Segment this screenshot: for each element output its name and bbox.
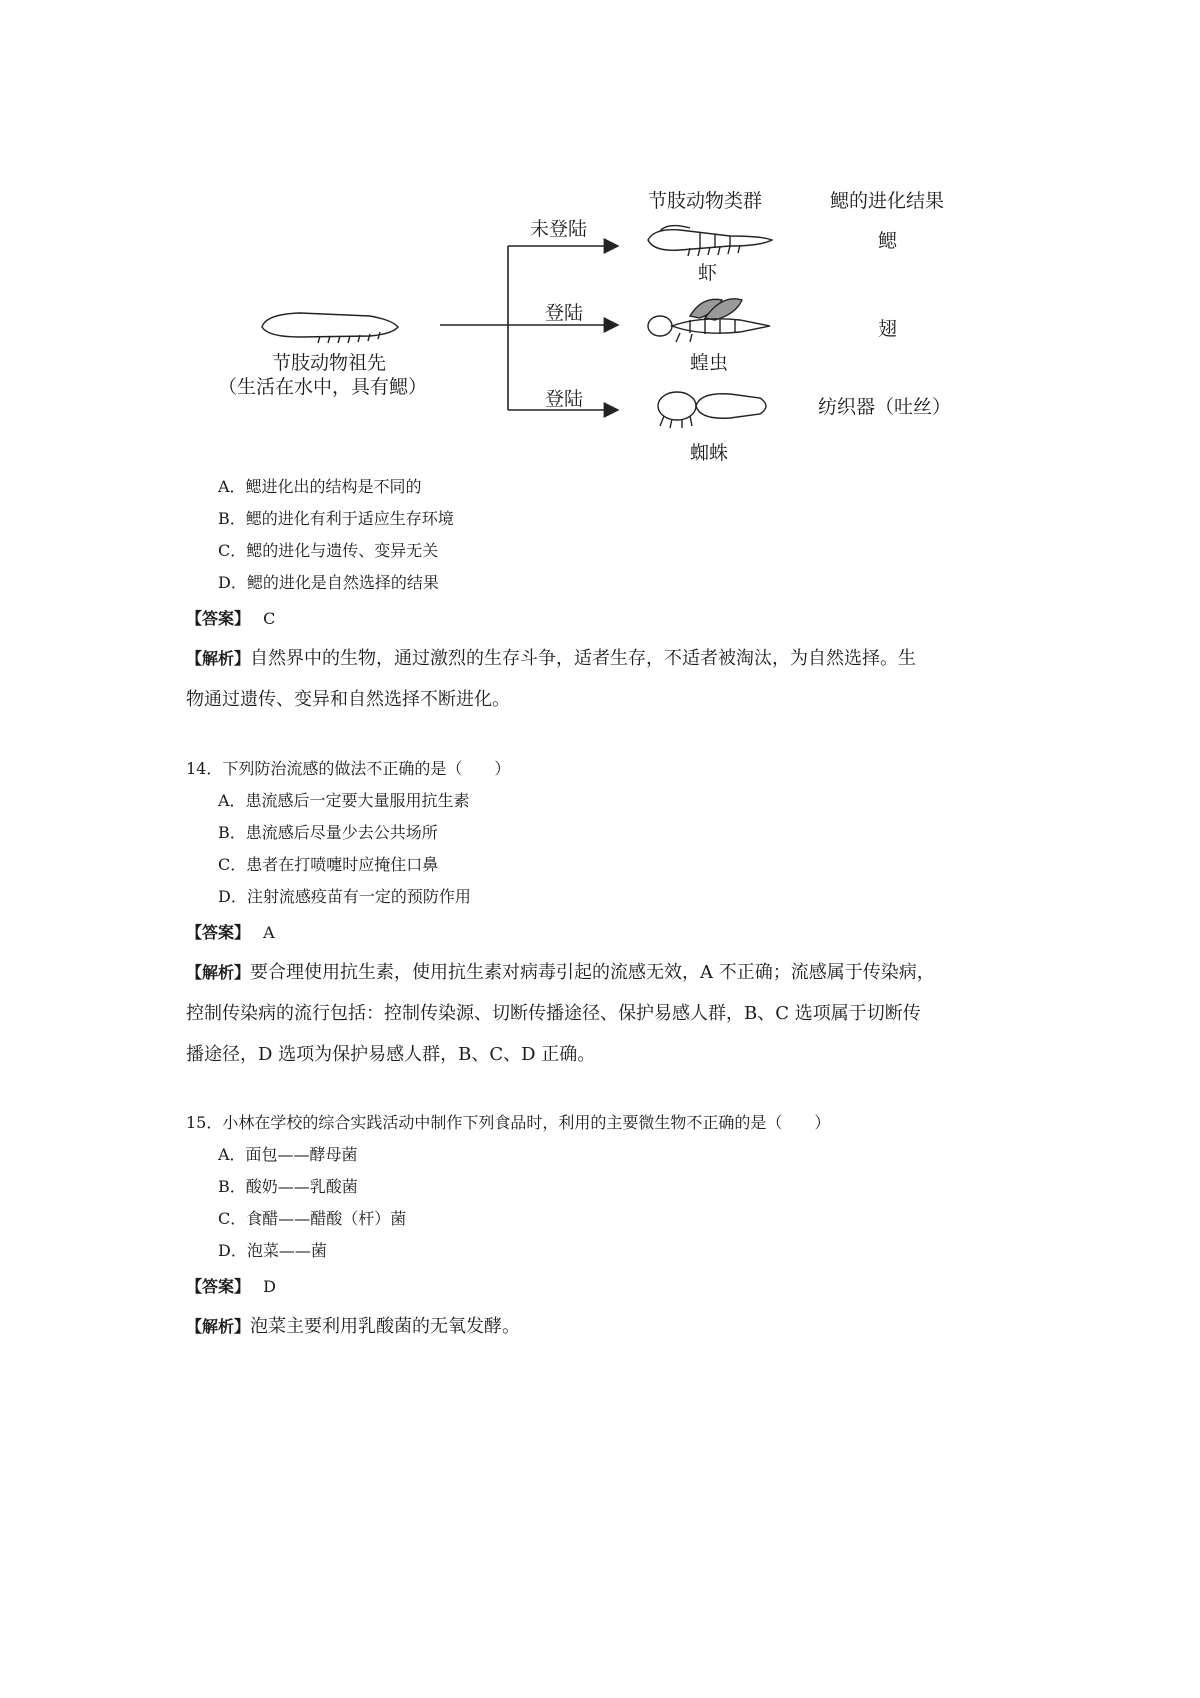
q14-analysis-line-1 xyxy=(186,958,935,984)
answer-tag: 【答案】 xyxy=(186,609,251,628)
analysis-tag: 【解析】 xyxy=(186,649,251,668)
shrimp-illustration xyxy=(648,226,772,256)
animal-locust-label: 蝗虫 xyxy=(690,352,729,374)
q13-option-a: A．鳃进化出的结构是不同的 xyxy=(218,477,422,496)
answer-tag: 【答案】 xyxy=(186,1277,251,1296)
ancestor-note: （生活在水中，具有鳃） xyxy=(218,376,428,398)
analysis-tag: 【解析】 xyxy=(186,1317,251,1336)
q14-option-c: C．患者在打喷嚏时应掩住口鼻 xyxy=(218,855,439,874)
q13-option-c: C．鳃的进化与遗传、变异无关 xyxy=(218,541,439,560)
q13-option-d: D．鳃的进化是自然选择的结果 xyxy=(218,573,439,592)
analysis-text: 要合理使用抗生素，使用抗生素对病毒引起的流感无效，A 不正确；流感属于传染病， xyxy=(250,962,935,983)
answer-tag: 【答案】 xyxy=(186,923,251,942)
animal-spider-label: 蜘蛛 xyxy=(690,442,729,464)
answer-value: D xyxy=(263,1277,276,1296)
q13-analysis-line-1 xyxy=(186,644,916,670)
q15-option-c: C．食醋——醋酸（杆）菌 xyxy=(218,1209,407,1228)
q14-answer xyxy=(186,920,275,943)
ancestor-label: 节肢动物祖先 xyxy=(272,352,387,374)
animal-shrimp-label: 虾 xyxy=(698,262,718,284)
analysis-tag: 【解析】 xyxy=(186,963,251,982)
q14-stem: 14．下列防治流感的做法不正确的是（ ） xyxy=(186,759,511,778)
q13-answer xyxy=(186,606,275,629)
q13-option-b: B．鳃的进化有利于适应生存环境 xyxy=(218,509,454,528)
q15-option-a: A．面包——酵母菌 xyxy=(218,1145,358,1164)
result-spinneret-label: 纺织器（吐丝） xyxy=(818,396,952,418)
q15-answer xyxy=(186,1274,276,1297)
result-wing-label: 翅 xyxy=(878,318,898,340)
arrow-label-bottom: 登陆 xyxy=(545,388,584,410)
q14-option-b: B．患流感后尽量少去公共场所 xyxy=(218,823,438,842)
answer-value: C xyxy=(263,609,276,628)
arrow-label-top: 未登陆 xyxy=(530,218,588,240)
q14-option-d: D．注射流感疫苗有一定的预防作用 xyxy=(218,887,471,906)
q14-option-a: A．患流感后一定要大量服用抗生素 xyxy=(218,791,470,810)
evolution-diagram xyxy=(0,0,1200,480)
arrow-label-middle: 登陆 xyxy=(545,302,584,324)
header-groups: 节肢动物类群 xyxy=(648,190,763,212)
q14-analysis-line-2: 控制传染病的流行包括：控制传染源、切断传播途径、保护易感人群，B、C 选项属于切断传 xyxy=(186,1003,921,1024)
q15-option-b: B．酸奶——乳酸菌 xyxy=(218,1177,358,1196)
spider-illustration xyxy=(658,392,766,428)
result-gill-label: 鳃 xyxy=(878,230,898,252)
q15-analysis-line-1 xyxy=(186,1312,520,1338)
q15-stem: 15．小林在学校的综合实践活动中制作下列食品时，利用的主要微生物不正确的是（ ） xyxy=(186,1113,831,1132)
analysis-text: 泡菜主要利用乳酸菌的无氧发酵。 xyxy=(250,1316,521,1337)
q14-analysis-line-3: 播途径，D 选项为保护易感人群，B、C、D 正确。 xyxy=(186,1044,596,1065)
locust-illustration xyxy=(648,299,770,342)
answer-value: A xyxy=(263,923,275,942)
q15-option-d: D．泡菜——菌 xyxy=(218,1241,327,1260)
header-result: 鳃的进化结果 xyxy=(830,190,945,212)
ancestor-illustration xyxy=(262,313,398,343)
q13-analysis-line-2: 物通过遗传、变异和自然选择不断进化。 xyxy=(186,689,510,710)
analysis-text: 自然界中的生物，通过激烈的生存斗争，适者生存，不适者被淘汰，为自然选择。生 xyxy=(250,648,917,669)
